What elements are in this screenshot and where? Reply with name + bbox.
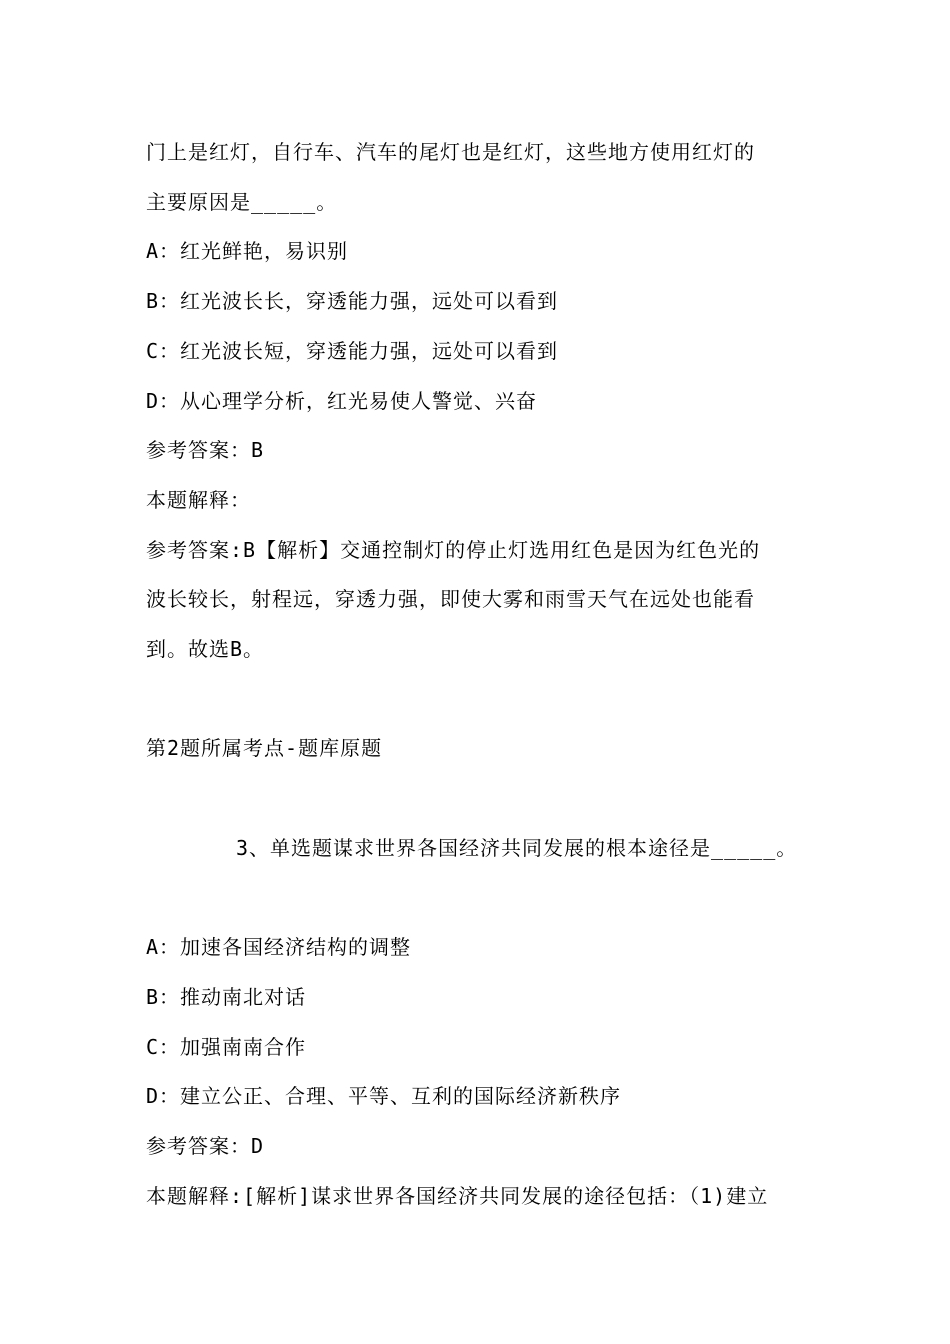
question-2-answer: 参考答案：B — [146, 438, 265, 462]
question-2-option-b: B：红光波长长，穿透能力强，远处可以看到 — [146, 289, 559, 313]
question-2-option-c: C：红光波长短，穿透能力强，远处可以看到 — [146, 339, 559, 363]
question-2-option-d: D：从心理学分析，红光易使人警觉、兴奋 — [146, 389, 538, 413]
question-2-explanation-heading: 本题解释： — [146, 488, 251, 512]
question-3-option-a: A：加速各国经济结构的调整 — [146, 935, 412, 959]
question-2-explanation-line-2: 波长较长，射程远，穿透力强，即使大雾和雨雪天气在远处也能看 — [146, 587, 755, 611]
question-3-answer: 参考答案：D — [146, 1134, 265, 1158]
question-2-option-a: A：红光鲜艳，易识别 — [146, 239, 349, 263]
question-3-explanation: 本题解释:[解析]谋求世界各国经济共同发展的途径包括：（1)建立 — [146, 1184, 769, 1208]
question-3-stem: 3、单选题谋求世界各国经济共同发展的根本途径是_____。 — [236, 836, 798, 860]
question-3-option-b: B：推动南北对话 — [146, 985, 307, 1009]
question-3-option-d: D：建立公正、合理、平等、互利的国际经济新秩序 — [146, 1084, 622, 1108]
question-2-stem-line-1: 门上是红灯，自行车、汽车的尾灯也是红灯，这些地方使用红灯的 — [146, 140, 755, 164]
question-2-topic: 第2题所属考点-题库原题 — [146, 736, 383, 760]
question-2-explanation-line-3: 到。故选B。 — [146, 637, 265, 661]
question-3-option-c: C：加强南南合作 — [146, 1035, 307, 1059]
question-2-stem-line-2: 主要原因是_____。 — [146, 190, 338, 214]
question-2-explanation-line-1: 参考答案:B【解析】交通控制灯的停止灯选用红色是因为红色光的 — [146, 538, 761, 562]
